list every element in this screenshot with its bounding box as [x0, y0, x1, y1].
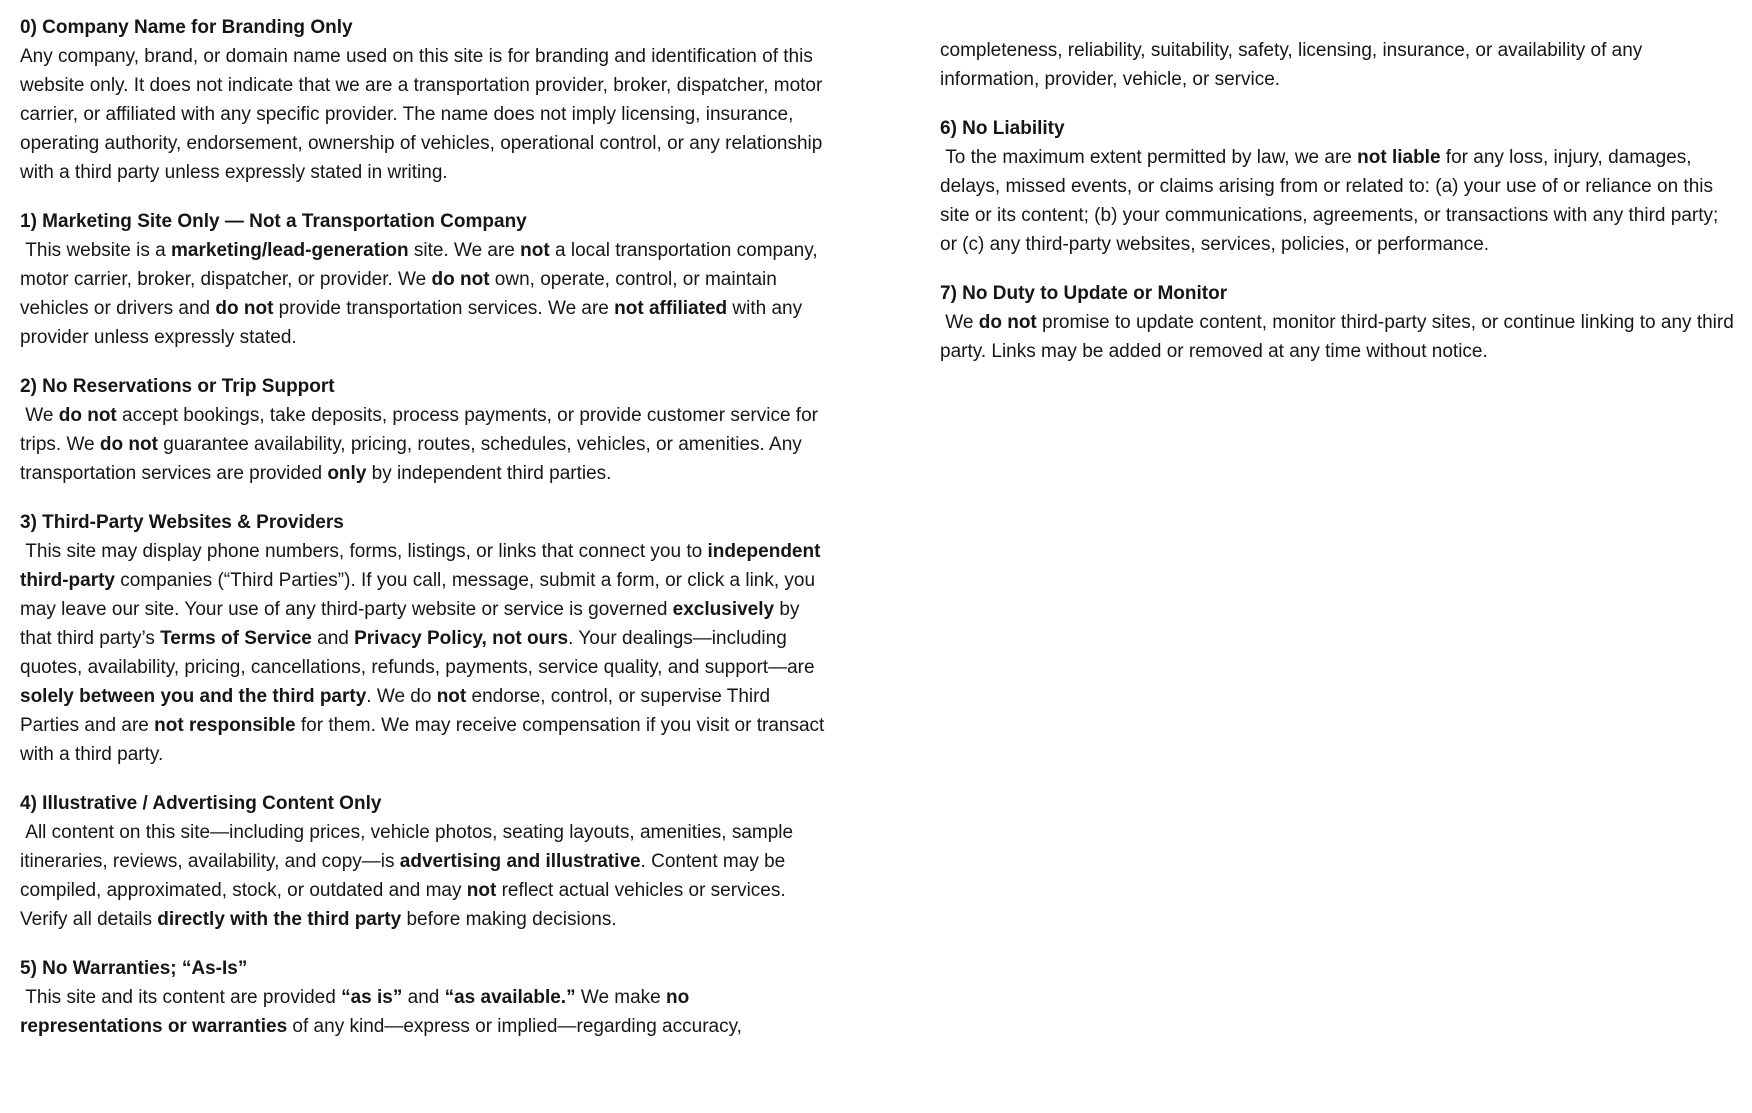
section-body: This site and its content are provided “as is” and “as available.” We make no representations or warranties of any kind—express or implied—regarding accuracy, [20, 987, 742, 1037]
section-heading: 0) Company Name for Branding Only [20, 17, 353, 38]
right-column [940, 13, 1740, 386]
disclaimer-section [20, 954, 832, 1041]
section-heading: 5) No Warranties; “As-Is” [20, 958, 248, 979]
left-column [20, 13, 832, 1061]
disclaimer-section [20, 789, 832, 934]
section-heading: 1) Marketing Site Only — Not a Transportation Company [20, 211, 527, 232]
disclaimer-section [20, 508, 832, 769]
section-heading: 4) Illustrative / Advertising Content Only [20, 793, 382, 814]
disclaimer-section [20, 372, 832, 488]
section-heading: 6) No Liability [940, 118, 1065, 139]
section-body: We do not accept bookings, take deposits, process payments, or provide customer service for trips. We do not guarantee availability, pricing, routes, schedules, vehicles, or amenities. Any transportation services are provided only by independent third parties. [20, 405, 824, 484]
section-heading: 3) Third-Party Websites & Providers [20, 512, 344, 533]
disclaimer-section [20, 207, 832, 352]
section-body: This website is a marketing/lead-generation site. We are not a local transportation company, motor carrier, broker, dispatcher, or provider. We do not own, operate, control, or maintain vehicles or drivers and do not provide transportation services. We are not affiliated with any provider unless expressly stated. [20, 240, 823, 348]
section-heading: 2) No Reservations or Trip Support [20, 376, 335, 397]
section-body: To the maximum extent permitted by law, we are not liable for any loss, injury, damages, delays, missed events, or claims arising from or related to: (a) your use of or reliance on this site or its content; (b) your communications, agreements, or transactions with any third party; or (c) any third-party websites, services, policies, or performance. [940, 147, 1724, 255]
disclaimer-section [940, 36, 1735, 94]
section-body: All content on this site—including prices, vehicle photos, seating layouts, amenities, sample itineraries, reviews, availability, and copy—is advertising and illustrative. Content may be compiled, approximated, stock, or outdated and may not reflect actual vehicles or services. Verify all details directly with the third party before making decisions. [20, 822, 799, 930]
section-heading: 7) No Duty to Update or Monitor [940, 283, 1228, 304]
section-body: Any company, brand, or domain name used on this site is for branding and identification of this website only. It does not indicate that we are a transportation provider, broker, dispatcher, motor carrier, or affiliated with any specific provider. The name does not imply licensing, insurance, operating authority, endorsement, ownership of vehicles, operational control, or any relationship with a third party unless expressly stated in writing. [20, 46, 828, 183]
section-body: This site may display phone numbers, forms, listings, or links that connect you to independent third-party companies (“Third Parties”). If you call, message, submit a form, or click a link, you may leave our site. Your use of any third-party website or service is governed exclusively by that third party’s Terms of Service and Privacy Policy, not ours. Your dealings—including quotes, availability, pricing, cancellations, refunds, payments, service quality, and support—are solely between you and the third party. We do not endorse, control, or supervise Third Parties and are not responsible for them. We may receive compensation if you visit or transact with a third party. [20, 541, 830, 765]
disclaimer-section [20, 13, 832, 187]
section-body: completeness, reliability, suitability, safety, licensing, insurance, or availability of any information, provider, vehicle, or service. [940, 40, 1648, 90]
section-body: We do not promise to update content, monitor third-party sites, or continue linking to any third party. Links may be added or removed at any time without notice. [940, 312, 1740, 362]
disclaimer-section [940, 279, 1740, 366]
disclaimer-section [940, 114, 1735, 259]
